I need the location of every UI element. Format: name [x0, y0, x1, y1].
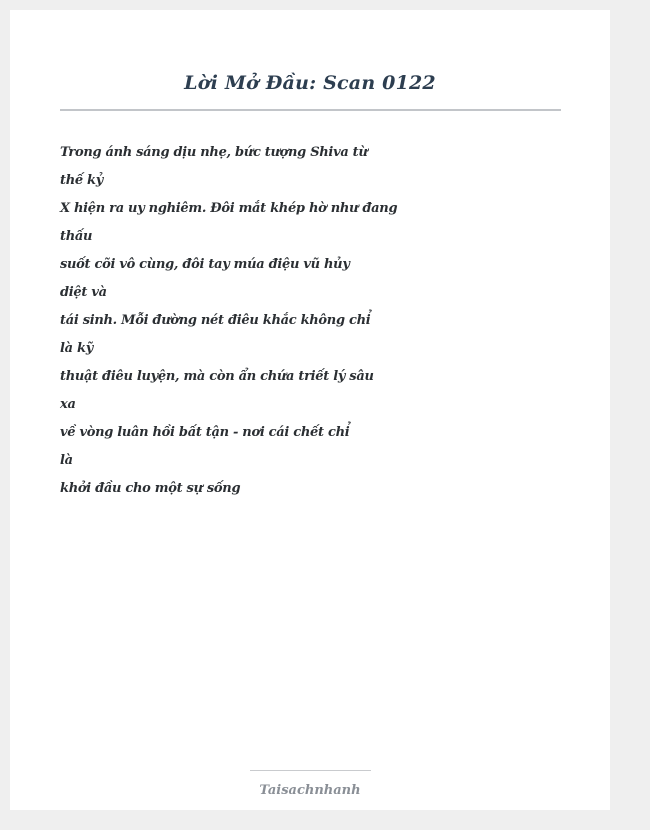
text-line: thuật điêu luyện, mà còn ẩn chứa triết lý sâu: [60, 369, 374, 384]
body-text: [60, 141, 480, 505]
text-line: diệt và: [60, 285, 107, 300]
text-line: xa: [60, 397, 76, 412]
text-line: khởi đầu cho một sự sống: [60, 481, 241, 496]
document-page: [10, 10, 610, 810]
footer-divider: [250, 770, 371, 771]
text-line: Trong ánh sáng dịu nhẹ, bức tượng Shiva từ: [60, 145, 368, 160]
text-line: thế kỷ: [60, 173, 104, 188]
text-line: tái sinh. Mỗi đường nét điêu khắc không chỉ: [60, 313, 371, 328]
footer-source: Taisachnhanh: [259, 783, 361, 798]
text-line: thấu: [60, 229, 93, 244]
page-title: Lời Mở Đầu: Scan 0122: [184, 72, 436, 94]
text-line: X hiện ra uy nghiêm. Đôi mắt khép hờ như đang: [60, 201, 398, 216]
text-line: là kỹ: [60, 341, 93, 356]
text-line: suốt cõi vô cùng, đôi tay múa điệu vũ hủy: [60, 257, 350, 272]
title-divider: [60, 109, 561, 111]
text-line: về vòng luân hồi bất tận - nơi cái chết chỉ: [60, 425, 350, 440]
text-line: là: [60, 453, 73, 468]
